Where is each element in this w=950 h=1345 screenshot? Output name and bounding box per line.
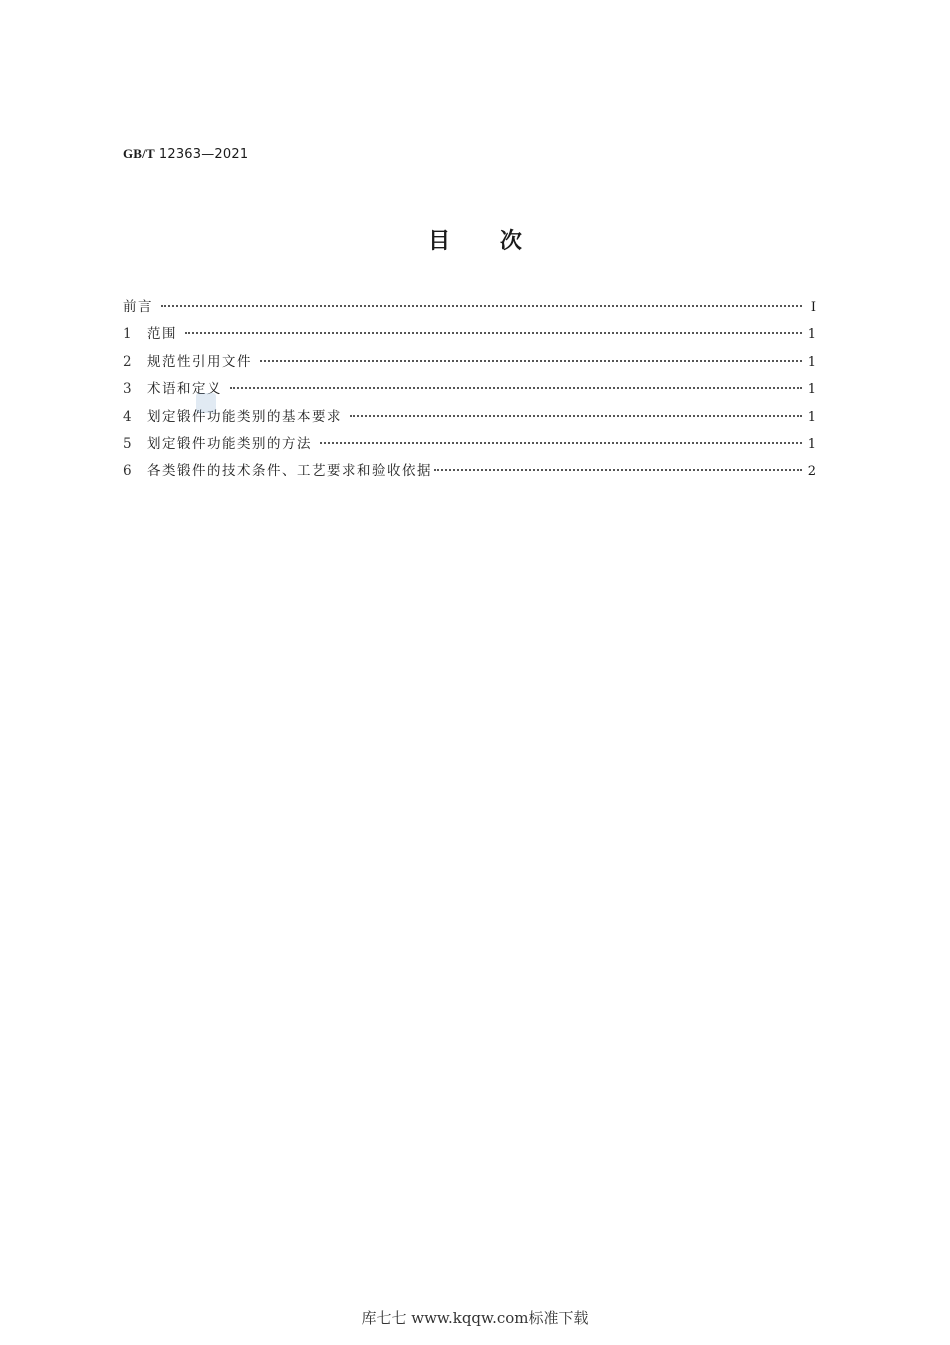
toc-entry-methods[interactable] — [123, 432, 816, 459]
toc-entry-label: 划定锻件功能类别的方法 — [147, 435, 312, 452]
toc-entry-label: 术语和定义 — [147, 381, 222, 398]
toc-entry-label: 划定锻件功能类别的基本要求 — [147, 408, 342, 425]
standard-number: 12363—2021 — [158, 147, 249, 162]
toc-title: 目 次 — [428, 229, 522, 254]
toc-entry-foreword[interactable] — [123, 295, 816, 322]
toc-entry-number: 4 — [123, 408, 134, 425]
toc-entry-page: 1 — [807, 327, 816, 343]
toc-entry-label: 范围 — [147, 326, 177, 343]
toc-entry-number: 5 — [123, 435, 134, 452]
toc-leader-dots — [320, 442, 802, 444]
toc-entry-page: 2 — [807, 464, 816, 480]
toc-entry-page: 1 — [807, 436, 816, 452]
toc-entry-label: 前言 — [123, 299, 153, 315]
toc-entry-page: 1 — [807, 382, 816, 398]
toc-entry-scope[interactable] — [123, 322, 816, 349]
toc-leader-dots — [434, 469, 802, 471]
toc-entry-number: 3 — [123, 381, 134, 398]
toc-leader-dots — [185, 332, 802, 334]
toc-entry-terms-definitions[interactable] — [123, 377, 816, 404]
toc-entry-page: Ⅰ — [810, 300, 816, 315]
watermark-stamp-icon — [196, 393, 216, 413]
toc-entry-page: 1 — [807, 354, 816, 370]
toc-leader-dots — [350, 415, 802, 417]
toc-leader-dots — [230, 387, 802, 389]
standard-prefix: GB/T — [123, 146, 155, 161]
toc-leader-dots — [260, 360, 802, 362]
toc-entry-number: 1 — [123, 326, 134, 343]
toc-entry-label: 规范性引用文件 — [147, 353, 252, 370]
toc-entry-page: 1 — [807, 409, 816, 425]
toc-entry-number: 2 — [123, 353, 134, 370]
toc-entry-number: 6 — [123, 463, 134, 480]
footer-source-text: 库七七 www.kqqw.com标准下载 — [361, 1309, 589, 1327]
toc-entry-normative-references[interactable] — [123, 350, 816, 377]
toc-entry-basic-requirements[interactable] — [123, 405, 816, 432]
toc-leader-dots — [161, 305, 802, 307]
standard-code — [123, 146, 248, 162]
toc-entry-label: 各类锻件的技术条件、工艺要求和验收依据 — [147, 463, 432, 480]
table-of-contents — [123, 295, 816, 487]
toc-entry-technical-conditions[interactable] — [123, 459, 816, 486]
